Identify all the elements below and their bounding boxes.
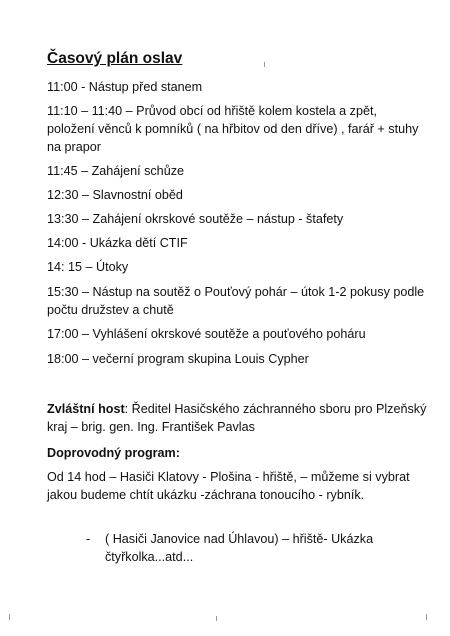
schedule-item: 11:10 – 11:40 – Průvod obcí od hřiště kolem kostela a zpět, položení věnců k pomníků ( na hřbitov od den dříve) , farář + stuhy na prapor (47, 104, 419, 154)
schedule-item: 13:30 – Zahájení okrskové soutěže – nástup - štafety (47, 212, 344, 226)
schedule-item: 18:00 – večerní program skupina Louis Cypher (47, 352, 309, 366)
schedule-item: 14:00 - Ukázka dětí CTIF (47, 236, 188, 250)
side-program-text: Od 14 hod – Hasiči Klatovy - Plošina - hřiště, – můžeme si vybrat jakou budeme chtít ukázku -záchrana tonoucího - rybník. (47, 470, 410, 502)
special-guest-label: Zvláštní host (47, 402, 125, 416)
schedule-item: 17:00 – Vyhlášení okrskové soutěže a pouťového poháru (47, 327, 366, 341)
scan-speck (426, 614, 427, 620)
page-title: Časový plán oslav (47, 50, 183, 67)
special-guest-text: : Ředitel Hasičského záchranného sboru pro Plzeňský kraj – brig. gen. Ing. František Pavlas (47, 402, 427, 434)
scan-speck (264, 62, 265, 67)
bullet-marker: - (86, 532, 91, 546)
schedule-item: 11:00 - Nástup před stanem (47, 80, 203, 94)
side-program-heading: Doprovodný program: (47, 446, 180, 460)
schedule-item: 15:30 – Nástup na soutěž o Pouťový pohár – útok 1-2 pokusy podle počtu družstev a chutě (47, 285, 425, 317)
side-program-bullet: ( Hasiči Janovice nad Úhlavou) – hřiště- Ukázka čtyřkolka...atd... (105, 532, 374, 564)
scan-speck (216, 616, 217, 621)
schedule-item: 12:30 – Slavnostní oběd (47, 188, 183, 202)
schedule-item: 14: 15 – Útoky (47, 260, 129, 274)
schedule-item: 11:45 – Zahájení schůze (47, 164, 184, 178)
scan-speck (9, 614, 10, 620)
special-guest (47, 400, 427, 436)
